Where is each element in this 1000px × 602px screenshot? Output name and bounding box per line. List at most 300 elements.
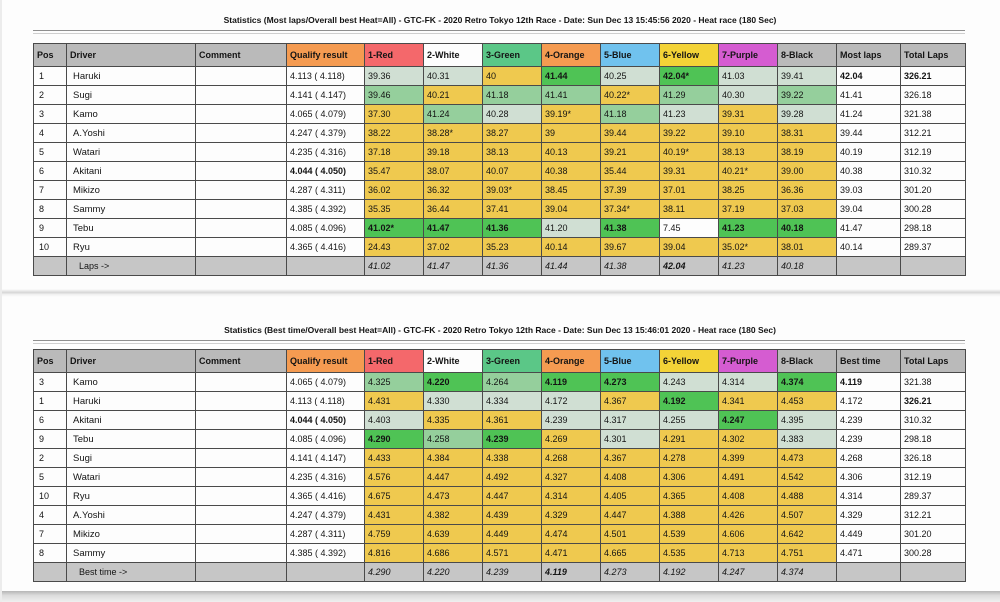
table-row [34, 487, 966, 506]
heat-cell: 42.04* [660, 67, 719, 86]
table-row [34, 67, 966, 86]
total-cell: 300.28 [901, 544, 966, 563]
qualify-cell: 4.113 ( 4.118) [287, 67, 365, 86]
heat-cell: 4.403 [365, 411, 424, 430]
comment-cell [196, 373, 287, 392]
total-cell: 312.19 [901, 468, 966, 487]
heat-cell: 40.21 [424, 86, 483, 105]
heat-cell: 4.473 [778, 449, 837, 468]
heat-cell: 41.18 [483, 86, 542, 105]
total-cell: 289.37 [901, 487, 966, 506]
heat-cell: 4.542 [778, 468, 837, 487]
column-header: 2-White [424, 350, 483, 373]
summary-value-cell: 4.192 [660, 563, 719, 582]
heat-cell: 4.405 [601, 487, 660, 506]
total-cell: 321.38 [901, 105, 966, 124]
summary-label-cell: Laps -> [67, 257, 196, 276]
best-cell: 41.47 [837, 219, 901, 238]
comment-cell [196, 67, 287, 86]
comment-cell [196, 487, 287, 506]
table-row [34, 449, 966, 468]
driver-cell: Tebu [67, 219, 196, 238]
heat-cell: 4.501 [601, 525, 660, 544]
driver-cell: Haruki [67, 392, 196, 411]
heat-cell: 4.453 [778, 392, 837, 411]
heat-cell: 35.44 [601, 162, 660, 181]
heat-cell: 4.258 [424, 430, 483, 449]
heat-cell: 39.67 [601, 238, 660, 257]
table-row [34, 162, 966, 181]
column-header: Driver [67, 350, 196, 373]
table-row [34, 105, 966, 124]
column-header: 7-Purple [719, 44, 778, 67]
best-cell: 4.239 [837, 411, 901, 430]
table-row [34, 200, 966, 219]
pos-cell: 10 [34, 238, 67, 257]
heat-cell: 4.330 [424, 392, 483, 411]
heat-cell: 4.268 [542, 449, 601, 468]
heat-cell: 40.31 [424, 67, 483, 86]
table-row [34, 430, 966, 449]
heat-cell: 41.02* [365, 219, 424, 238]
table-row [34, 392, 966, 411]
pos-cell: 2 [34, 86, 67, 105]
column-header: 3-Green [483, 350, 542, 373]
comment-cell [196, 468, 287, 487]
total-cell: 289.37 [901, 238, 966, 257]
heat-cell: 39.36 [365, 67, 424, 86]
column-header: Total Laps [901, 44, 966, 67]
heat-cell: 41.38 [601, 219, 660, 238]
heat-cell: 39.03* [483, 181, 542, 200]
summary-empty-cell [34, 563, 67, 582]
qualify-cell: 4.044 ( 4.050) [287, 162, 365, 181]
qualify-cell: 4.113 ( 4.118) [287, 392, 365, 411]
heat-cell: 4.449 [483, 525, 542, 544]
heat-cell: 4.335 [424, 411, 483, 430]
column-header: Comment [196, 350, 287, 373]
heat-cell: 4.571 [483, 544, 542, 563]
qualify-cell: 4.385 ( 4.392) [287, 200, 365, 219]
header-row [34, 350, 966, 373]
heat-cell: 4.447 [601, 506, 660, 525]
heat-cell: 4.278 [660, 449, 719, 468]
table-row [34, 238, 966, 257]
heat-cell: 4.535 [660, 544, 719, 563]
heat-cell: 4.290 [365, 430, 424, 449]
total-cell: 301.20 [901, 525, 966, 544]
heat-cell: 4.431 [365, 392, 424, 411]
heat-cell: 40.30 [719, 86, 778, 105]
comment-cell [196, 238, 287, 257]
heat-cell: 40.13 [542, 143, 601, 162]
heat-cell: 4.492 [483, 468, 542, 487]
heat-cell: 38.22 [365, 124, 424, 143]
heat-cell: 37.01 [660, 181, 719, 200]
heat-cell: 4.471 [542, 544, 601, 563]
title-divider [33, 30, 965, 34]
driver-cell: Tebu [67, 430, 196, 449]
heat-cell: 39.19* [542, 105, 601, 124]
driver-cell: A.Yoshi [67, 124, 196, 143]
total-cell: 298.18 [901, 430, 966, 449]
pos-cell: 4 [34, 506, 67, 525]
sheet-most-laps [0, 0, 1000, 276]
column-header: 3-Green [483, 44, 542, 67]
heat-cell: 4.382 [424, 506, 483, 525]
pos-cell: 9 [34, 430, 67, 449]
heat-cell: 4.273 [601, 373, 660, 392]
qualify-cell: 4.247 ( 4.379) [287, 506, 365, 525]
heat-cell: 4.192 [660, 392, 719, 411]
pos-cell: 5 [34, 468, 67, 487]
summary-label-cell: Best time -> [67, 563, 196, 582]
summary-empty-cell [901, 563, 966, 582]
heat-cell: 39.44 [601, 124, 660, 143]
heat-cell: 4.314 [719, 373, 778, 392]
qualify-cell: 4.085 ( 4.096) [287, 219, 365, 238]
heat-cell: 4.264 [483, 373, 542, 392]
total-cell: 326.18 [901, 449, 966, 468]
heat-cell: 40.19* [660, 143, 719, 162]
heat-cell: 37.19 [719, 200, 778, 219]
heat-cell: 39.00 [778, 162, 837, 181]
pos-cell: 3 [34, 105, 67, 124]
heat-cell: 4.408 [719, 487, 778, 506]
heat-cell: 4.317 [601, 411, 660, 430]
heat-cell: 39.31 [719, 105, 778, 124]
heat-cell: 35.23 [483, 238, 542, 257]
heat-cell: 24.43 [365, 238, 424, 257]
qualify-cell: 4.065 ( 4.079) [287, 105, 365, 124]
best-cell: 4.314 [837, 487, 901, 506]
qualify-cell: 4.365 ( 4.416) [287, 487, 365, 506]
heat-cell: 4.314 [542, 487, 601, 506]
heat-cell: 41.03 [719, 67, 778, 86]
scan-edge-bottom [0, 591, 1000, 602]
column-header: 4-Orange [542, 350, 601, 373]
comment-cell [196, 544, 287, 563]
summary-value-cell: 41.36 [483, 257, 542, 276]
table-row [34, 124, 966, 143]
driver-cell: Sugi [67, 449, 196, 468]
heat-cell: 4.384 [424, 449, 483, 468]
heat-cell: 35.02* [719, 238, 778, 257]
qualify-cell: 4.365 ( 4.416) [287, 238, 365, 257]
column-header: Most laps [837, 44, 901, 67]
heat-cell: 39.31 [660, 162, 719, 181]
heat-cell: 41.47 [424, 219, 483, 238]
heat-cell: 4.447 [483, 487, 542, 506]
heat-cell: 38.11 [660, 200, 719, 219]
heat-cell: 4.338 [483, 449, 542, 468]
heat-cell: 41.23 [660, 105, 719, 124]
summary-empty-cell [196, 563, 287, 582]
comment-cell [196, 86, 287, 105]
heat-cell: 39.28 [778, 105, 837, 124]
comment-cell [196, 506, 287, 525]
heat-cell: 38.01 [778, 238, 837, 257]
column-header: Total Laps [901, 350, 966, 373]
heat-cell: 39 [542, 124, 601, 143]
heat-cell: 4.243 [660, 373, 719, 392]
driver-cell: Mikizo [67, 525, 196, 544]
heat-cell: 4.539 [660, 525, 719, 544]
qualify-cell: 4.085 ( 4.096) [287, 430, 365, 449]
driver-cell: Ryu [67, 487, 196, 506]
best-cell: 39.04 [837, 200, 901, 219]
total-cell: 298.18 [901, 219, 966, 238]
heat-cell: 39.21 [601, 143, 660, 162]
heat-cell: 36.36 [778, 181, 837, 200]
best-cell: 4.329 [837, 506, 901, 525]
summary-value-cell: 40.18 [778, 257, 837, 276]
qualify-cell: 4.235 ( 4.316) [287, 143, 365, 162]
summary-value-cell: 4.220 [424, 563, 483, 582]
column-header: Pos [34, 350, 67, 373]
total-cell: 312.21 [901, 124, 966, 143]
pos-cell: 3 [34, 373, 67, 392]
heat-cell: 37.02 [424, 238, 483, 257]
heat-cell: 36.32 [424, 181, 483, 200]
table-row [34, 506, 966, 525]
qualify-cell: 4.287 ( 4.311) [287, 525, 365, 544]
heat-cell: 40.14 [542, 238, 601, 257]
summary-value-cell: 41.44 [542, 257, 601, 276]
heat-cell: 4.255 [660, 411, 719, 430]
heat-cell: 38.07 [424, 162, 483, 181]
summary-value-cell: 41.38 [601, 257, 660, 276]
comment-cell [196, 392, 287, 411]
heat-cell: 4.713 [719, 544, 778, 563]
heat-cell: 40.21* [719, 162, 778, 181]
comment-cell [196, 105, 287, 124]
heat-cell: 4.367 [601, 392, 660, 411]
heat-cell: 4.119 [542, 373, 601, 392]
heat-cell: 4.447 [424, 468, 483, 487]
summary-empty-cell [901, 257, 966, 276]
best-cell: 40.19 [837, 143, 901, 162]
heat-cell: 4.473 [424, 487, 483, 506]
heat-cell: 4.388 [660, 506, 719, 525]
best-cell: 4.449 [837, 525, 901, 544]
heat-cell: 35.35 [365, 200, 424, 219]
total-cell: 326.21 [901, 392, 966, 411]
sheet-best-time [0, 300, 1000, 582]
pos-cell: 7 [34, 181, 67, 200]
heat-cell: 4.306 [660, 468, 719, 487]
heat-cell: 41.23 [719, 219, 778, 238]
summary-empty-cell [837, 563, 901, 582]
heat-cell: 4.426 [719, 506, 778, 525]
heat-cell: 37.34* [601, 200, 660, 219]
heat-cell: 38.25 [719, 181, 778, 200]
table-row [34, 86, 966, 105]
heat-cell: 35.47 [365, 162, 424, 181]
summary-value-cell: 4.374 [778, 563, 837, 582]
best-cell: 4.172 [837, 392, 901, 411]
heat-cell: 4.642 [778, 525, 837, 544]
heat-cell: 38.13 [719, 143, 778, 162]
summary-value-cell: 41.23 [719, 257, 778, 276]
heat-cell: 37.03 [778, 200, 837, 219]
total-cell: 301.20 [901, 181, 966, 200]
driver-cell: Haruki [67, 67, 196, 86]
heat-cell: 4.327 [542, 468, 601, 487]
heat-cell: 4.365 [660, 487, 719, 506]
pos-cell: 6 [34, 411, 67, 430]
qualify-cell: 4.247 ( 4.379) [287, 124, 365, 143]
heat-cell: 39.22 [778, 86, 837, 105]
heat-cell: 4.576 [365, 468, 424, 487]
heat-cell: 4.759 [365, 525, 424, 544]
heat-cell: 41.36 [483, 219, 542, 238]
heat-cell: 4.374 [778, 373, 837, 392]
comment-cell [196, 219, 287, 238]
heat-cell: 4.751 [778, 544, 837, 563]
driver-cell: Kamo [67, 105, 196, 124]
heat-cell: 40.28 [483, 105, 542, 124]
best-cell: 42.04 [837, 67, 901, 86]
heat-cell: 4.239 [542, 411, 601, 430]
heat-cell: 39.46 [365, 86, 424, 105]
column-header: Qualify result [287, 350, 365, 373]
heat-cell: 38.31 [778, 124, 837, 143]
heat-cell: 4.395 [778, 411, 837, 430]
header-row [34, 44, 966, 67]
heat-cell: 39.22 [660, 124, 719, 143]
qualify-cell: 4.141 ( 4.147) [287, 449, 365, 468]
column-header: 5-Blue [601, 44, 660, 67]
heat-cell: 4.291 [660, 430, 719, 449]
driver-cell: Akitani [67, 162, 196, 181]
summary-value-cell: 4.119 [542, 563, 601, 582]
pos-cell: 2 [34, 449, 67, 468]
heat-cell: 4.488 [778, 487, 837, 506]
heat-cell: 4.507 [778, 506, 837, 525]
total-cell: 300.28 [901, 200, 966, 219]
column-header: 8-Black [778, 44, 837, 67]
heat-cell: 4.269 [542, 430, 601, 449]
total-cell: 312.21 [901, 506, 966, 525]
pos-cell: 4 [34, 124, 67, 143]
heat-cell: 41.41 [542, 86, 601, 105]
heat-cell: 39.10 [719, 124, 778, 143]
column-header: Pos [34, 44, 67, 67]
column-header: Best time [837, 350, 901, 373]
heat-cell: 38.19 [778, 143, 837, 162]
pos-cell: 10 [34, 487, 67, 506]
pos-cell: 6 [34, 162, 67, 181]
title-divider [33, 340, 965, 344]
heat-cell: 41.18 [601, 105, 660, 124]
heat-cell: 37.30 [365, 105, 424, 124]
comment-cell [196, 181, 287, 200]
best-cell: 4.471 [837, 544, 901, 563]
driver-cell: Sammy [67, 544, 196, 563]
comment-cell [196, 411, 287, 430]
heat-cell: 38.28* [424, 124, 483, 143]
heat-cell: 41.29 [660, 86, 719, 105]
report-title-best-time: Statistics (Best time/Overall best Heat=All) - GTC-FK - 2020 Retro Tokyo 12th Race - Date: Sun Dec 13 15:46:01 2020 - Heat race (180 Sec) [224, 325, 776, 335]
comment-cell [196, 430, 287, 449]
column-header: Comment [196, 44, 287, 67]
summary-row [34, 563, 966, 582]
heat-cell: 41.24 [424, 105, 483, 124]
comment-cell [196, 162, 287, 181]
comment-cell [196, 525, 287, 544]
heat-cell: 4.675 [365, 487, 424, 506]
column-header: 5-Blue [601, 350, 660, 373]
qualify-cell: 4.065 ( 4.079) [287, 373, 365, 392]
heat-cell: 4.329 [542, 506, 601, 525]
column-header: 8-Black [778, 350, 837, 373]
table-row [34, 143, 966, 162]
best-cell: 39.03 [837, 181, 901, 200]
best-cell: 4.268 [837, 449, 901, 468]
heat-cell: 41.44 [542, 67, 601, 86]
scan-edge-left [0, 0, 2, 602]
column-header: 4-Orange [542, 44, 601, 67]
best-cell: 4.306 [837, 468, 901, 487]
heat-cell: 40.07 [483, 162, 542, 181]
table-row [34, 219, 966, 238]
heat-cell: 4.334 [483, 392, 542, 411]
best-cell: 4.119 [837, 373, 901, 392]
driver-cell: Sammy [67, 200, 196, 219]
heat-cell: 4.686 [424, 544, 483, 563]
column-header: 7-Purple [719, 350, 778, 373]
comment-cell [196, 200, 287, 219]
heat-cell: 39.18 [424, 143, 483, 162]
table-row [34, 411, 966, 430]
summary-empty-cell [34, 257, 67, 276]
qualify-cell: 4.235 ( 4.316) [287, 468, 365, 487]
heat-cell: 4.239 [483, 430, 542, 449]
pos-cell: 1 [34, 67, 67, 86]
summary-value-cell: 41.47 [424, 257, 483, 276]
heat-cell: 4.665 [601, 544, 660, 563]
page-seam [0, 289, 1000, 297]
stats-table-best-time [33, 349, 966, 582]
heat-cell: 4.361 [483, 411, 542, 430]
heat-cell: 4.474 [542, 525, 601, 544]
heat-cell: 4.367 [601, 449, 660, 468]
best-cell: 4.239 [837, 430, 901, 449]
summary-value-cell: 42.04 [660, 257, 719, 276]
summary-empty-cell [287, 563, 365, 582]
heat-cell: 4.220 [424, 373, 483, 392]
qualify-cell: 4.385 ( 4.392) [287, 544, 365, 563]
driver-cell: Sugi [67, 86, 196, 105]
heat-cell: 4.408 [601, 468, 660, 487]
heat-cell: 4.433 [365, 449, 424, 468]
summary-value-cell: 4.290 [365, 563, 424, 582]
heat-cell: 39.04 [542, 200, 601, 219]
column-header: 1-Red [365, 44, 424, 67]
heat-cell: 40 [483, 67, 542, 86]
heat-cell: 4.399 [719, 449, 778, 468]
heat-cell: 37.41 [483, 200, 542, 219]
heat-cell: 4.301 [601, 430, 660, 449]
best-cell: 41.41 [837, 86, 901, 105]
heat-cell: 4.172 [542, 392, 601, 411]
heat-cell: 7.45 [660, 219, 719, 238]
comment-cell [196, 124, 287, 143]
qualify-cell: 4.141 ( 4.147) [287, 86, 365, 105]
total-cell: 310.32 [901, 411, 966, 430]
heat-cell: 38.13 [483, 143, 542, 162]
